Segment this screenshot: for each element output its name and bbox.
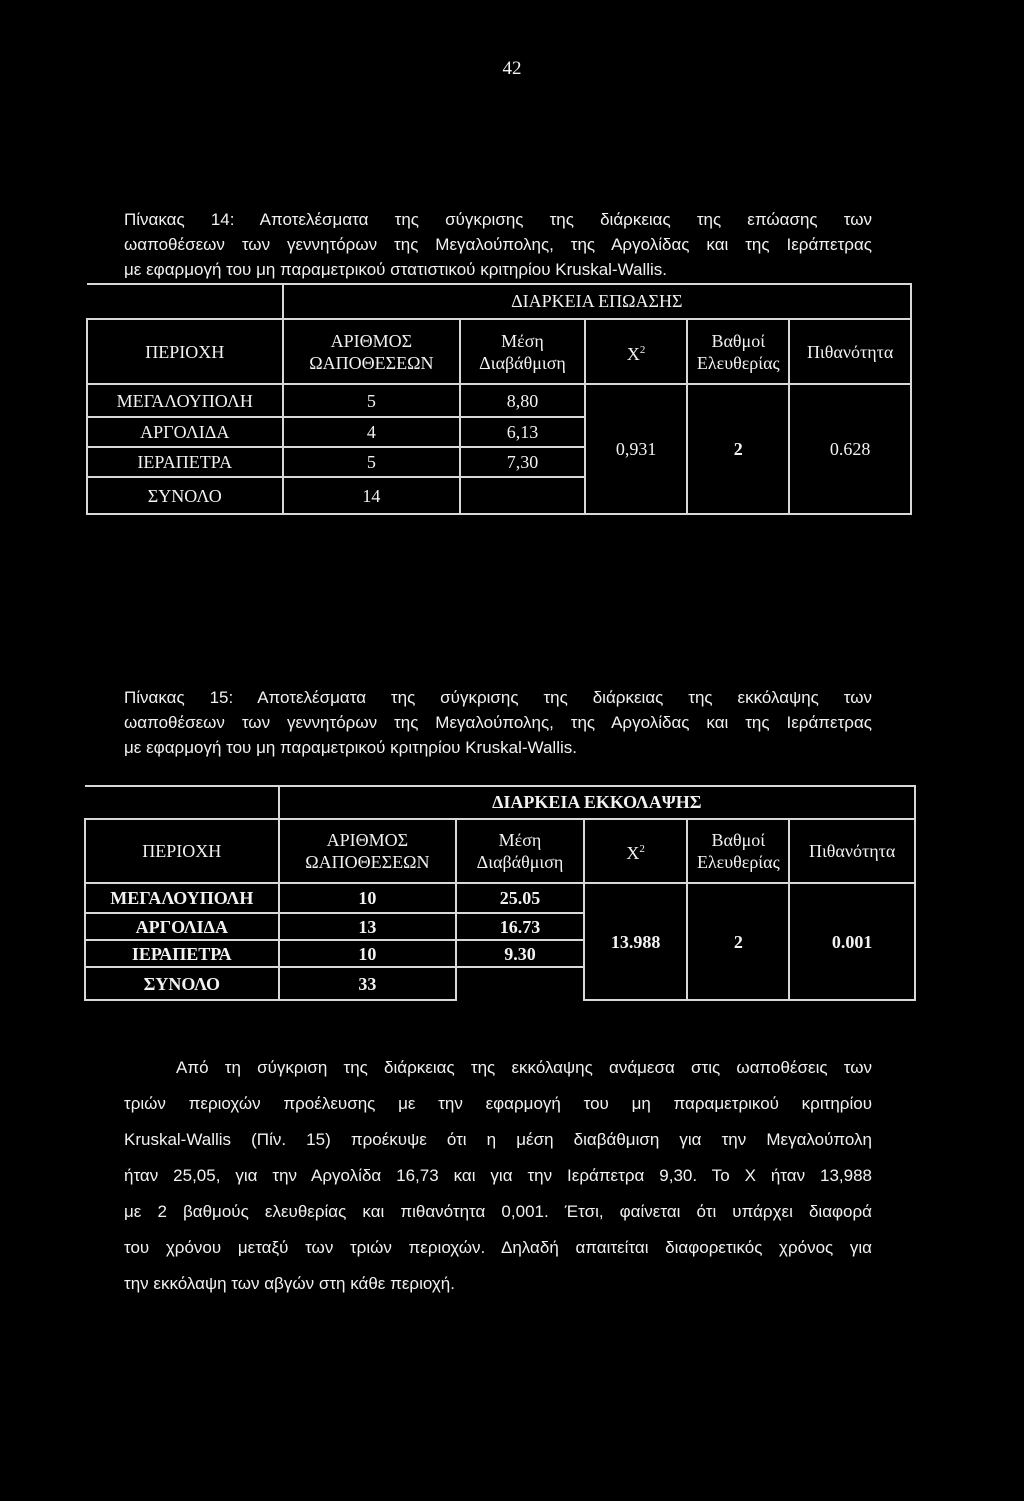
df-value: 2 xyxy=(687,883,789,1000)
row-mean: 9.30 xyxy=(456,940,584,967)
header-mean-line: Διαβάθμιση xyxy=(479,352,566,373)
paragraph-line: τριών περιοχών προέλευσης με την εφαρμογή του μη παραμετρικού κριτηρίου xyxy=(124,1094,872,1113)
table-corner xyxy=(85,786,279,819)
header-mean xyxy=(460,319,585,384)
row-mean: 6,13 xyxy=(460,417,585,447)
table-title: ΔΙΑΡΚΕΙΑ ΕΠΩΑΣΗΣ xyxy=(283,284,911,319)
probability-value: 0.628 xyxy=(789,384,911,514)
row-mean: 16.73 xyxy=(456,913,584,940)
row-count: 13 xyxy=(279,913,457,940)
table-15-caption xyxy=(124,685,872,760)
row-mean: 7,30 xyxy=(460,447,585,477)
row-region: ΑΡΓΟΛΙΔΑ xyxy=(87,417,283,447)
total-label: ΣΥΝΟΛΟ xyxy=(87,477,283,514)
row-count: 5 xyxy=(283,384,461,417)
row-count: 10 xyxy=(279,940,457,967)
header-count-line: ΑΡΙΘΜΟΣ xyxy=(326,830,409,850)
total-count: 14 xyxy=(283,477,461,514)
header-count-line: ΩΑΠΟΘΕΣΕΩΝ xyxy=(305,852,430,872)
row-region: ΜΕΓΑΛΟΥΠΟΛΗ xyxy=(85,883,279,913)
header-mean-line: Μέση xyxy=(498,830,542,850)
header-count-line: ΑΡΙΘΜΟΣ xyxy=(330,330,413,351)
table-14-caption xyxy=(124,207,872,282)
header-df-line: Βαθμοί xyxy=(711,830,766,850)
row-region: ΙΕΡΑΠΕΤΡΑ xyxy=(87,447,283,477)
header-count xyxy=(279,819,457,883)
header-mean-line: Διαβάθμιση xyxy=(476,852,564,872)
header-degrees-freedom xyxy=(687,319,789,384)
header-chi-square xyxy=(584,819,688,883)
header-count-line: ΩΑΠΟΘΕΣΕΩΝ xyxy=(309,352,434,373)
header-count xyxy=(283,319,461,384)
header-df-line: Βαθμοί xyxy=(711,330,766,351)
paragraph-line: Από τη σύγκριση της διάρκειας της εκκόλαψης ανάμεσα στις ωαποθέσεις των xyxy=(176,1058,872,1077)
probability-value: 0.001 xyxy=(789,883,915,1000)
table-corner xyxy=(87,284,283,319)
total-count: 33 xyxy=(279,967,457,1000)
page-number: 42 xyxy=(502,58,522,79)
header-region: ΠΕΡΙΟΧΗ xyxy=(85,819,279,883)
header-region: ΠΕΡΙΟΧΗ xyxy=(87,319,283,384)
chi-symbol: Χ xyxy=(626,843,640,863)
caption-line: με εφαρμογή του μη παραμετρικού κριτηρίου Kruskal-Wallis. xyxy=(124,738,577,757)
header-mean xyxy=(456,819,584,883)
paragraph-line: Kruskal-Wallis (Πίν. 15) προέκυψε ότι η μέση διαβάθμιση για την Μεγαλούπολη xyxy=(124,1130,872,1149)
total-mean-empty xyxy=(456,967,584,1000)
header-df-line: Ελευθερίας xyxy=(696,352,780,373)
table-title: ΔΙΑΡΚΕΙΑ ΕΚΚΟΛΑΨΗΣ xyxy=(279,786,915,819)
table-14 xyxy=(86,283,912,515)
table-15 xyxy=(84,785,916,1001)
header-probability: Πιθανότητα xyxy=(789,319,911,384)
header-probability: Πιθανότητα xyxy=(789,819,915,883)
row-count: 5 xyxy=(283,447,461,477)
chi-exponent: 2 xyxy=(639,843,645,855)
body-paragraph xyxy=(124,1050,872,1302)
chi-exponent: 2 xyxy=(639,343,646,356)
paragraph-line: του χρόνου μεταξύ των τριών περιοχών. Δηλαδή απαιτείται διαφορετικός χρόνος για xyxy=(124,1238,872,1257)
caption-line: Πίνακας 14: Αποτελέσματα της σύγκρισης της διάρκειας της επώασης των xyxy=(124,210,872,229)
caption-line: ωαποθέσεων των γεννητόρων της Μεγαλούπολης, της Αργολίδας και της Ιεράπετρας xyxy=(124,713,872,732)
header-chi-square xyxy=(585,319,688,384)
total-label: ΣΥΝΟΛΟ xyxy=(85,967,279,1000)
df-value: 2 xyxy=(687,384,789,514)
paragraph-line: την εκκόλαψη των αβγών στη κάθε περιοχή. xyxy=(124,1274,455,1293)
chi-value: 0,931 xyxy=(585,384,688,514)
header-df-line: Ελευθερίας xyxy=(696,852,780,872)
paragraph-line: με 2 βαθμούς ελευθερίας και πιθανότητα 0,001. Έτσι, φαίνεται ότι υπάρχει διαφορά xyxy=(124,1202,872,1221)
row-count: 4 xyxy=(283,417,461,447)
row-region: ΑΡΓΟΛΙΔΑ xyxy=(85,913,279,940)
row-region: ΙΕΡΑΠΕΤΡΑ xyxy=(85,940,279,967)
paragraph-line: ήταν 25,05, για την Αργολίδα 16,73 και για την Ιεράπετρα 9,30. Το Χ ήταν 13,988 xyxy=(124,1166,872,1185)
total-mean-empty xyxy=(460,477,585,514)
chi-symbol: Χ xyxy=(626,343,640,364)
row-mean: 8,80 xyxy=(460,384,585,417)
chi-value: 13.988 xyxy=(584,883,688,1000)
row-region: ΜΕΓΑΛΟΥΠΟΛΗ xyxy=(87,384,283,417)
row-count: 10 xyxy=(279,883,457,913)
header-degrees-freedom xyxy=(687,819,789,883)
caption-line: με εφαρμογή του μη παραμετρικού στατιστικού κριτηρίου Kruskal-Wallis. xyxy=(124,260,668,279)
row-mean: 25.05 xyxy=(456,883,584,913)
header-mean-line: Μέση xyxy=(501,330,544,351)
caption-line: Πίνακας 15: Αποτελέσματα της σύγκρισης της διάρκειας της εκκόλαψης των xyxy=(124,688,872,707)
caption-line: ωαποθέσεων των γεννητόρων της Μεγαλούπολης, της Αργολίδας και της Ιεράπετρας xyxy=(124,235,872,254)
